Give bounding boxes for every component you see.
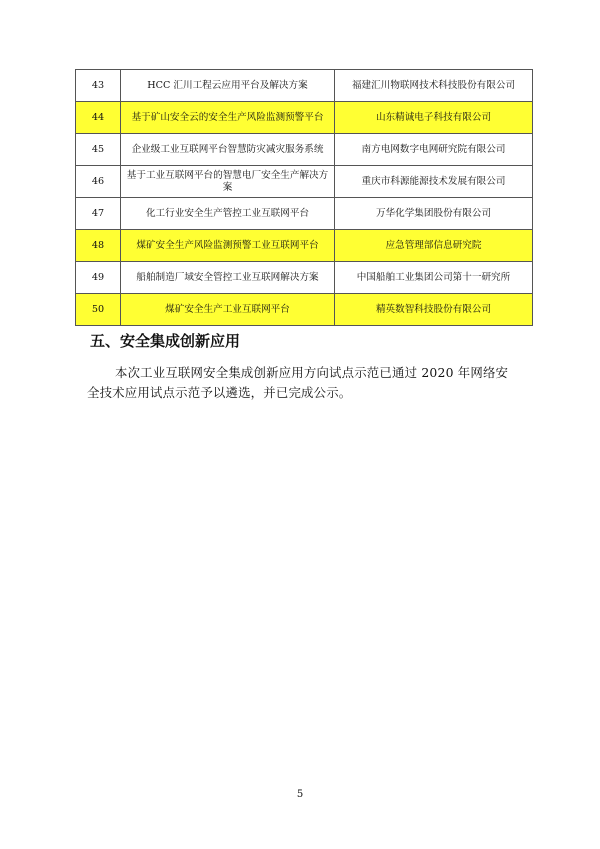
- body-paragraph: 本次工业互联网安全集成创新应用方向试点示范已通过 2020 年网络安全技术应用试点示范予以遴选，并已完成公示。: [87, 365, 509, 400]
- project-name: 基于矿山安全云的安全生产风险监测预警平台: [121, 102, 335, 134]
- organization-name: 万华化学集团股份有限公司: [335, 198, 533, 230]
- project-name: 煤矿安全生产风险监测预警工业互联网平台: [121, 230, 335, 262]
- table-row: [76, 198, 533, 230]
- row-number: 44: [76, 102, 121, 134]
- table-row: [76, 262, 533, 294]
- organization-name: 精英数智科技股份有限公司: [335, 294, 533, 326]
- row-number: 43: [76, 70, 121, 102]
- project-name: 化工行业安全生产管控工业互联网平台: [121, 198, 335, 230]
- organization-name: 福建汇川物联网技术科技股份有限公司: [335, 70, 533, 102]
- project-name: 煤矿安全生产工业互联网平台: [121, 294, 335, 326]
- row-number: 48: [76, 230, 121, 262]
- project-name: 基于工业互联网平台的智慧电厂安全生产解决方案: [121, 166, 335, 198]
- pilot-project-table: [75, 69, 533, 326]
- project-name: HCC 汇川工程云应用平台及解决方案: [121, 70, 335, 102]
- organization-name: 南方电网数字电网研究院有限公司: [335, 134, 533, 166]
- table-row: [76, 70, 533, 102]
- organization-name: 重庆市科源能源技术发展有限公司: [335, 166, 533, 198]
- organization-name: 山东精诚电子科技有限公司: [335, 102, 533, 134]
- table-row-highlighted: [76, 294, 533, 326]
- table-row-highlighted: [76, 102, 533, 134]
- row-number: 49: [76, 262, 121, 294]
- table-row-highlighted: [76, 230, 533, 262]
- row-number: 47: [76, 198, 121, 230]
- row-number: 50: [76, 294, 121, 326]
- section-heading: 五、安全集成创新应用: [90, 332, 241, 350]
- organization-name: 中国船舶工业集团公司第十一研究所: [335, 262, 533, 294]
- page-number: 5: [296, 789, 304, 800]
- row-number: 45: [76, 134, 121, 166]
- project-name: 企业级工业互联网平台智慧防灾减灾服务系统: [121, 134, 335, 166]
- table-row: [76, 166, 533, 198]
- project-name: 船舶制造厂域安全管控工业互联网解决方案: [121, 262, 335, 294]
- table-row: [76, 134, 533, 166]
- organization-name: 应急管理部信息研究院: [335, 230, 533, 262]
- row-number: 46: [76, 166, 121, 198]
